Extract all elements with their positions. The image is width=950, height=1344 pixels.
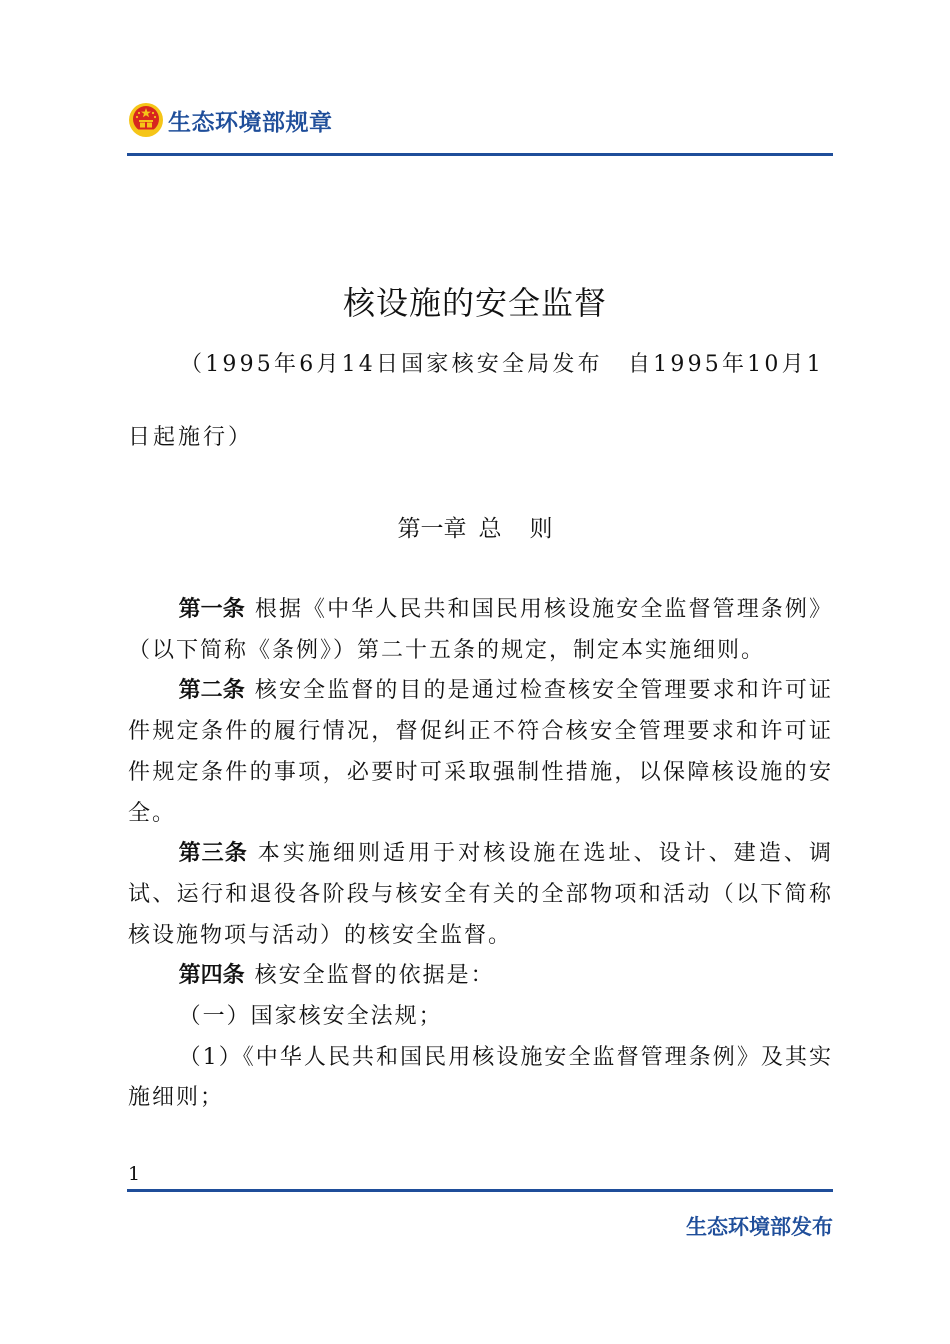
document-title: 核设施的安全监督 (342, 284, 607, 322)
page-number: 1 (128, 1163, 141, 1185)
list-item (128, 997, 833, 1038)
list-item-text: （1）《中华人民共和国民用核设施安全监督管理条例》及其实施细则； (128, 1044, 833, 1111)
article-label: 第三条 (178, 841, 248, 867)
header-title: 生态环境部规章 (168, 109, 333, 136)
article-label: 第四条 (178, 963, 245, 989)
list-item (128, 1038, 833, 1119)
chapter-word-2: 则 (529, 516, 553, 542)
article-3 (128, 834, 833, 956)
article-text: 核安全监督的目的是通过检查核安全管理要求和许可证件规定条件的履行情况，督促纠正不符合核安全管理要求和许可证件规定条件的事项，必要时可采取强制性措施，以保障核设施的安全。 (128, 678, 833, 826)
document-subtitle-line-2: 日起施行） (128, 425, 254, 450)
document-body (128, 590, 833, 1119)
list-item-text: （一）国家核安全法规； (178, 1004, 443, 1030)
article-label: 第二条 (178, 678, 245, 704)
article-1 (128, 590, 833, 671)
footer-publisher: 生态环境部发布 (686, 1215, 833, 1239)
chapter-heading (0, 510, 950, 543)
article-label: 第一条 (178, 597, 245, 622)
header-divider (127, 153, 833, 156)
document-subtitle-line-1: （1995年6月14日国家核安全局发布 自1995年10月1 (180, 352, 824, 377)
chapter-label: 第一章 (397, 516, 467, 542)
article-2 (128, 671, 833, 834)
footer-divider (127, 1189, 833, 1192)
chapter-word-1: 总 (478, 516, 502, 542)
article-4 (128, 956, 833, 997)
page-header (128, 98, 333, 142)
article-text: 本实施细则适用于对核设施在选址、设计、建造、调试、运行和退役各阶段与核安全有关的全部物项和活动（以下简称核设施物项与活动）的核安全监督。 (128, 841, 833, 948)
national-emblem-icon (128, 102, 164, 138)
article-text: 核安全监督的依据是： (254, 963, 495, 989)
article-text: 根据《中华人民共和国民用核设施安全监督管理条例》（以下简称《条例》）第二十五条的规定，制定本实施细则。 (128, 597, 833, 663)
